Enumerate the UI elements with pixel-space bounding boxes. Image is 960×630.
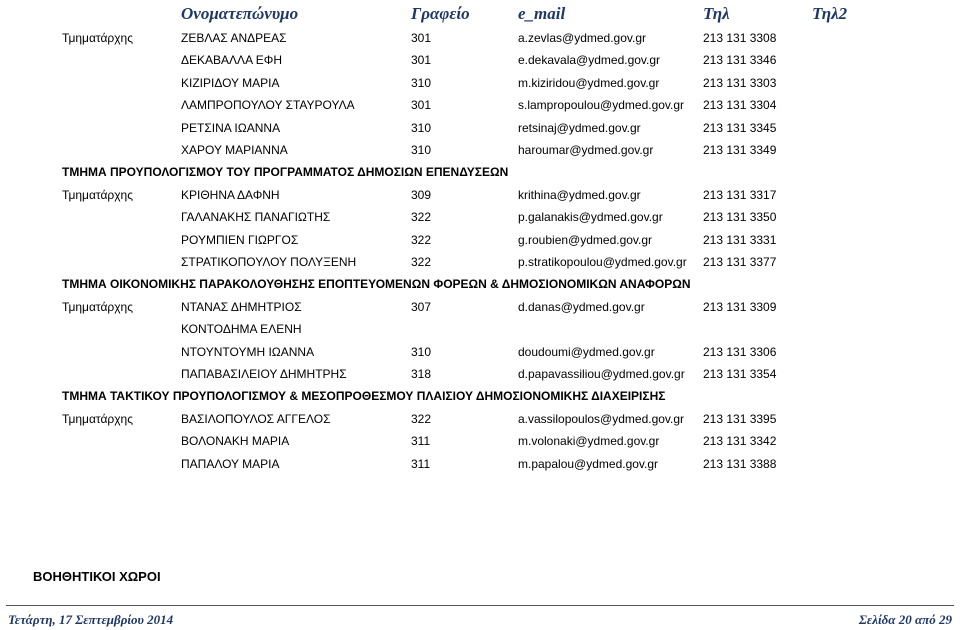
- table-row: [0, 322, 960, 342]
- employee-name: ΖΕΒΛΑΣ ΑΝΔΡΕΑΣ: [181, 31, 287, 45]
- phone-number: 213 131 3345: [703, 120, 777, 135]
- phone-number: 213 131 3317: [703, 187, 777, 202]
- employee-name: ΚΡΙΘΗΝΑ ΔΑΦΝΗ: [181, 187, 280, 202]
- employee-name: ΓΑΛΑΝΑΚΗΣ ΠΑΝΑΓΙΩΤΗΣ: [181, 210, 331, 225]
- employee-name: ΛΑΜΠΡΟΠΟΥΛΟΥ ΣΤΑΥΡΟΥΛΑ: [181, 98, 355, 113]
- employee-name: ΒΟΛΟΝΑΚΗ ΜΑΡΙΑ: [181, 434, 290, 449]
- employee-name: ΚΟΝΤΟΔΗΜΑ ΕΛΕΝΗ: [181, 322, 302, 337]
- email-address: a.zevlas@ydmed.gov.gr: [518, 31, 647, 45]
- office-number: 310: [411, 75, 432, 90]
- table-row: [0, 210, 960, 230]
- phone-number: 213 131 3388: [703, 456, 777, 471]
- office-number: 310: [411, 143, 432, 157]
- phone-number: 213 131 3309: [703, 299, 777, 314]
- header-email: e_mail: [518, 4, 566, 23]
- office-number: 311: [411, 434, 431, 449]
- footer-page: Σελίδα 20 από 29: [858, 612, 952, 627]
- office-number: 309: [411, 187, 432, 202]
- header-phone: Τηλ: [703, 4, 730, 23]
- employee-name: ΡΟΥΜΠΙΕΝ ΓΙΩΡΓΟΣ: [181, 232, 299, 247]
- office-number: 301: [411, 31, 432, 45]
- office-number: 310: [411, 344, 432, 359]
- table-row: [0, 300, 960, 320]
- table-row: [0, 143, 960, 163]
- office-number: 322: [411, 232, 432, 247]
- table-row: [0, 345, 960, 365]
- phone-number: 213 131 3308: [703, 31, 777, 45]
- table-row: [0, 121, 960, 141]
- email-address: m.kiziridou@ydmed.gov.gr: [518, 75, 660, 90]
- phone-number: 213 131 3342: [703, 434, 777, 449]
- header-office: Γραφείο: [411, 4, 470, 23]
- table-row: [0, 255, 960, 275]
- phone-number: 213 131 3303: [703, 75, 777, 90]
- table-row: [0, 31, 960, 51]
- phone-number: 213 131 3349: [703, 143, 777, 157]
- email-address: p.galanakis@ydmed.gov.gr: [518, 210, 663, 225]
- office-number: 322: [411, 210, 432, 225]
- phone-number: 213 131 3395: [703, 411, 777, 426]
- table-row: [0, 188, 960, 208]
- email-address: e.dekavala@ydmed.gov.gr: [518, 53, 661, 68]
- role-label: Τμηματάρχης: [62, 31, 133, 45]
- phone-number: 213 131 3331: [703, 232, 777, 247]
- email-address: doudoumi@ydmed.gov.gr: [518, 344, 655, 359]
- email-address: g.roubien@ydmed.gov.gr: [518, 232, 653, 247]
- email-address: d.danas@ydmed.gov.gr: [518, 299, 645, 314]
- header-name: Ονοματεπώνυμο: [181, 4, 299, 23]
- table-row: [0, 98, 960, 118]
- phone-number: 213 131 3304: [703, 98, 777, 113]
- email-address: d.papavassiliou@ydmed.gov.gr: [518, 367, 685, 381]
- office-number: 301: [411, 98, 432, 113]
- email-address: m.volonaki@ydmed.gov.gr: [518, 434, 660, 449]
- employee-name: ΒΑΣΙΛΟΠΟΥΛΟΣ ΑΓΓΕΛΟΣ: [181, 411, 331, 426]
- phone-number: 213 131 3354: [703, 367, 777, 381]
- office-number: 301: [411, 53, 432, 68]
- phone-number: 213 131 3377: [703, 255, 777, 269]
- phone-number: 213 131 3346: [703, 53, 777, 68]
- footer-date: Τετάρτη, 17 Σεπτεμβρίου 2014: [8, 612, 174, 627]
- employee-name: ΝΤΑΝΑΣ ΔΗΜΗΤΡΙΟΣ: [181, 299, 302, 314]
- phone-number: 213 131 3350: [703, 210, 777, 225]
- email-address: s.lampropoulou@ydmed.gov.gr: [518, 98, 685, 113]
- office-number: 310: [411, 120, 432, 135]
- employee-name: ΧΑΡΟΥ ΜΑΡΙΑΝΝΑ: [181, 143, 288, 157]
- email-address: retsinaj@ydmed.gov.gr: [518, 120, 641, 135]
- email-address: haroumar@ydmed.gov.gr: [518, 143, 654, 157]
- employee-name: ΔΕΚΑΒΑΛΛΑ ΕΦΗ: [181, 53, 282, 68]
- phone-number: 213 131 3306: [703, 344, 777, 359]
- table-row: [0, 233, 960, 253]
- employee-name: ΡΕΤΣΙΝΑ ΙΩΑΝΝΑ: [181, 120, 281, 135]
- footer-divider: [6, 605, 954, 606]
- department-title: ΤΜΗΜΑ ΟΙΚΟΝΟΜΙΚΗΣ ΠΑΡΑΚΟΛΟΥΘΗΣΗΣ ΕΠΟΠΤΕΥΟΜΕΝΩΝ ΦΟΡΕΩΝ & ΔΗΜΟΣΙΟΝΟΜΙΚΩΝ ΑΝΑΦΟΡΩΝ: [62, 277, 691, 292]
- office-number: 322: [411, 255, 432, 269]
- role-label: Τμηματάρχης: [62, 299, 133, 314]
- email-address: a.vassilopoulos@ydmed.gov.gr: [518, 411, 685, 426]
- department-title: ΤΜΗΜΑ ΤΑΚΤΙΚΟΥ ΠΡΟΥΠΟΛΟΓΙΣΜΟΥ & ΜΕΣΟΠΡΟΘΕΣΜΟΥ ΠΛΑΙΣΙΟΥ ΔΗΜΟΣΙΟΝΟΜΙΚΗΣ ΔΙΑΧΕΙΡΙΣΗΣ: [62, 389, 666, 404]
- employee-name: ΣΤΡΑΤΙΚΟΠΟΥΛΟΥ ΠΟΛΥΞΕΝΗ: [181, 255, 357, 269]
- employee-name: ΚΙΖΙΡΙΔΟΥ ΜΑΡΙΑ: [181, 75, 280, 90]
- email-address: p.stratikopoulou@ydmed.gov.gr: [518, 255, 687, 269]
- office-number: 307: [411, 299, 432, 314]
- email-address: m.papalou@ydmed.gov.gr: [518, 456, 659, 471]
- employee-name: ΠΑΠΑΒΑΣΙΛΕΙΟΥ ΔΗΜΗΤΡΗΣ: [181, 367, 347, 381]
- office-number: 318: [411, 367, 432, 381]
- department-title: ΤΜΗΜΑ ΠΡΟΥΠΟΛΟΓΙΣΜΟΥ ΤΟΥ ΠΡΟΓΡΑΜΜΑΤΟΣ ΔΗΜΟΣΙΩΝ ΕΠΕΝΔΥΣΕΩΝ: [62, 165, 509, 180]
- office-number: 322: [411, 411, 432, 426]
- email-address: krithina@ydmed.gov.gr: [518, 187, 641, 202]
- helper-rooms-heading: ΒΟΗΘΗΤΙΚΟΙ ΧΩΡΟΙ: [33, 569, 161, 584]
- table-row: [0, 76, 960, 96]
- role-label: Τμηματάρχης: [62, 411, 133, 426]
- header-phone2: Τηλ2: [812, 4, 848, 23]
- employee-name: ΠΑΠΑΛΟΥ ΜΑΡΙΑ: [181, 456, 280, 471]
- table-row: [0, 434, 960, 454]
- office-number: 311: [411, 456, 431, 471]
- table-row: [0, 367, 960, 387]
- table-row: [0, 53, 960, 73]
- table-row: [0, 412, 960, 432]
- role-label: Τμηματάρχης: [62, 187, 133, 202]
- table-row: [0, 457, 960, 477]
- employee-name: ΝΤΟΥΝΤΟΥΜΗ ΙΩΑΝΝΑ: [181, 344, 315, 359]
